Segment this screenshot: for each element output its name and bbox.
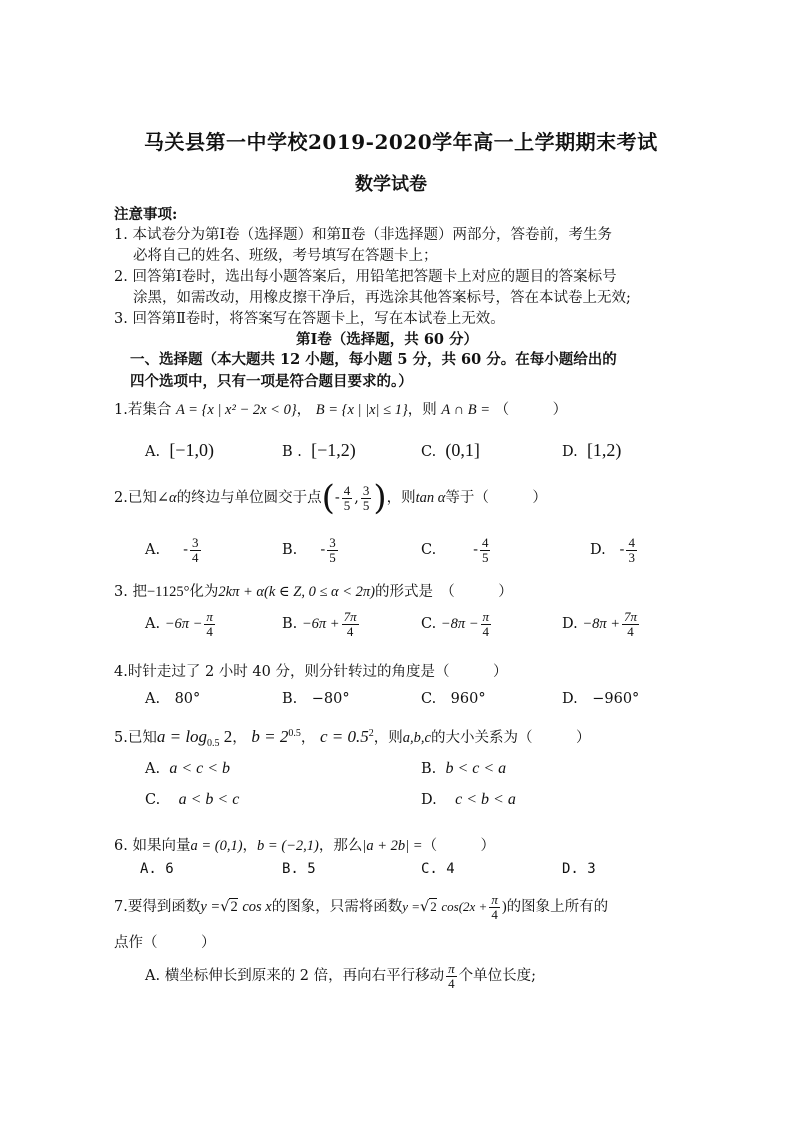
q5-option-c: C. a < b < c (145, 791, 240, 808)
q2-option-a: A. - $\frac{3}{4}$ (145, 535, 199, 565)
q3-option-b: B. −6π + $\frac{7\pi}{4}$ (282, 609, 357, 639)
q2-option-d: D. - $\frac{4}{3}$ (590, 535, 635, 565)
question-2: 2.已知∠α的终边与单位圆交于点(- $\frac{4}{5}$ , $\frac{3}{5}$ )，则tan α等于（ ） (114, 478, 547, 518)
q6-option-d: D. 3 (562, 861, 596, 877)
section-title: 第Ⅰ卷（选择题，共 60 分） (296, 331, 479, 348)
exam-title: 马关县第一中学校2019-2020学年高一上学期期末考试 (144, 130, 658, 154)
q3-option-d: D. −8π + $\frac{7\pi}{4}$ (562, 609, 638, 639)
q7-option-a: A. 横坐标伸长到原来的 2 倍，再向右平行移动 $\frac{\pi}{4}$ 个单位长度; (145, 961, 537, 991)
q6-option-c: C. 4 (421, 861, 455, 877)
set-b: B = {x | |x| ≤ 1} (315, 402, 408, 418)
question-3: 3. 把−1125°化为2kπ + α(k ∈ Z, 0 ≤ α < 2π)的形式是 （ ） (114, 584, 513, 600)
note-line-5: 3. 回答第Ⅱ卷时，将答案写在答题卡上，写在本试卷上无效。 (114, 311, 505, 327)
q4-option-c: C. 960° (421, 691, 486, 707)
part-instructions-2: 四个选项中，只有一项是符合题目要求的。） (130, 373, 413, 390)
q4-option-b: B. −80° (282, 691, 350, 707)
q5-option-a: A. a < c < b (145, 760, 231, 777)
q1-option-a: A. [−1,0) (145, 440, 214, 460)
notes-heading: 注意事项: (114, 206, 178, 223)
q5-option-d: D. c < b < a (421, 791, 516, 808)
q6-option-a: A. 6 (140, 861, 174, 877)
note-line-4: 涂黑，如需改动，用橡皮擦干净后，再选涂其他答案标号，答在本试卷上无效; (133, 290, 631, 306)
question-4: 4.时针走过了 2 小时 40 分，则分针转过的角度是（ ） (114, 664, 508, 680)
set-a: A = {x | x² − 2x < 0} (175, 402, 297, 418)
q1-option-d: D. [1,2) (562, 440, 622, 460)
note-line-2: 必将自己的姓名、班级，考号填写在答题卡上； (133, 248, 438, 264)
intersection-expr: A ∩ B = (441, 402, 490, 418)
question-7: 7.要得到函数y =√2 cos x的图象，只需将函数y =√2 cos(2x + $\frac{\pi}{4}$ )的图象上所有的 (114, 892, 609, 922)
q1-option-b: B . [−1,2) (282, 440, 356, 460)
q3-option-a: A. −6π − $\frac{\pi}{4}$ (145, 609, 213, 639)
question-1: 1.若集合 A = {x | x² − 2x < 0}， B = {x | |x| ≤ 1}，则 A ∩ B = （ ） (114, 402, 568, 418)
note-line-1: 1. 本试卷分为第Ⅰ卷（选择题）和第Ⅱ卷（非选择题）两部分，答卷前，考生务 (114, 227, 613, 243)
q6-option-b: B. 5 (282, 861, 316, 877)
note-line-3: 2. 回答第Ⅰ卷时，选出每小题答案后，用铅笔把答题卡上对应的题目的答案标号 (114, 269, 617, 285)
q3-option-c: C. −8π − $\frac{\pi}{4}$ (421, 609, 490, 639)
exam-subtitle: 数学试卷 (355, 174, 427, 195)
question-5: 5.已知$a = \log_{0.5} 2$， $b = 2^{0.5}$， $c = 0.5^2$，则a,b,c的大小关系为（ ） (114, 727, 591, 749)
q2-option-b: B. - $\frac{3}{5}$ (282, 535, 336, 565)
q4-option-a: A. 80° (145, 691, 201, 707)
q2-option-c: C. - $\frac{4}{5}$ (421, 535, 489, 565)
q1-option-c: C. (0,1] (421, 440, 480, 460)
q4-option-d: D. −960° (562, 691, 640, 707)
question-6: 6. 如果向量a = (0,1)，b = (−2,1)，那么|a + 2b| =（ ） (114, 838, 496, 854)
question-7-cont: 点作（ ） (114, 935, 216, 951)
q5-option-b: B. b < c < a (421, 760, 507, 777)
part-instructions-1: 一、选择题（本大题共 12 小题，每小题 5 分，共 60 分。在每小题给出的 (130, 351, 617, 368)
